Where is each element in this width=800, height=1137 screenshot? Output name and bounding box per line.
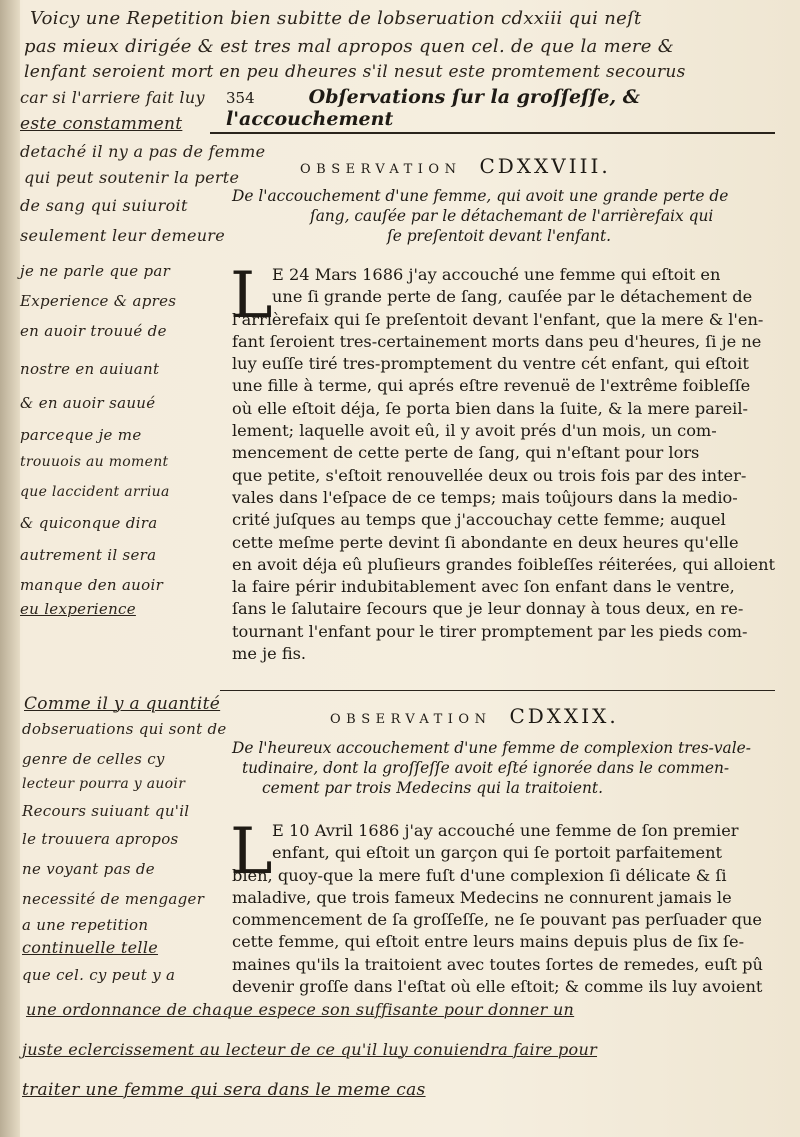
handwritten-margin-line: nostre en auiuant: [20, 360, 160, 378]
running-head-title: Obſervations ſur la groſſeſſe, & l'accouchement: [226, 86, 640, 130]
body-line: devenir groſſe dans l'eſtat où elle eſtoit; & comme ils luy avoient: [232, 977, 763, 997]
body-line: l'arrièrefaix qui ſe preſentoit devant l'enfant, que la mere & l'en-: [232, 309, 764, 329]
handwritten-note-line: pas mieux dirigée & est tres mal apropos quen cel. de que la mere &: [24, 36, 675, 57]
body-line: que petite, s'eſtoit renouvellée deux ou trois fois par des inter-: [232, 465, 747, 485]
observation-word: OBSERVATION: [300, 162, 462, 177]
summary-line: ſang, cauſée par le détachemant de l'arrièrefaix qui: [310, 207, 714, 225]
body-line: la faire périr indubitablement avec ſon enfant dans le ventre,: [232, 577, 735, 597]
handwritten-margin-line: qui peut soutenir la perte: [24, 168, 240, 187]
body-line: cette femme, qui eſtoit entre leurs mains depuis plus de ſix ſe-: [232, 932, 745, 952]
handwritten-margin-line: necessité de mengager: [22, 890, 205, 908]
body-line: E 10 Avril 1686 j'ay accouché une femme de ſon premier: [272, 821, 739, 840]
handwritten-margin-line: genre de celles cy: [22, 750, 165, 768]
body-line: tournant l'enfant pour le tirer promptement par les pieds com-: [232, 621, 748, 641]
handwritten-margin-line: Comme il y a quantité: [24, 694, 221, 714]
drop-cap: L: [230, 259, 273, 333]
handwritten-margin-line: que cel. cy peut y a: [22, 966, 176, 984]
handwritten-note-line: lenfant seroient mort en peu dheures s'il nesut este promtement secourus: [24, 62, 686, 82]
observation-word: OBSERVATION: [330, 712, 492, 727]
handwritten-note-line: este constamment: [20, 114, 183, 134]
body-line: luy euſſe tiré tres-promptement du ventre cét enfant, qui eſtoit: [232, 354, 749, 374]
body-line: en avoit déja eû pluſieurs grandes foibleſſes réiterées, qui alloient: [232, 554, 776, 574]
body-line: commencement de ſa groſſeſſe, ne ſe pouvant pas perſuader que: [232, 910, 762, 930]
observation-heading: [330, 704, 619, 728]
handwritten-margin-line: trouuois au moment: [20, 454, 169, 470]
running-head: [226, 86, 800, 130]
observation-summary: [232, 186, 777, 246]
observation-number: CDXXVIII.: [479, 154, 611, 178]
handwritten-note-line: juste eclercissement au lecteur de ce qu'il luy conuiendra faire pour: [22, 1040, 598, 1059]
observation-body: [230, 815, 778, 998]
summary-line: cement par trois Medecins qui la traitoient.: [262, 779, 603, 797]
handwritten-note-line: Voicy une Repetition bien subitte de lobseruation cdxxiii qui neſt: [30, 8, 642, 29]
body-line: une fille à terme, qui aprés eſtre revenuë de l'extrême foibleſſe: [232, 376, 751, 396]
handwritten-margin-line: dobseruations qui sont de: [22, 720, 227, 738]
body-line: bien, quoy-que la mere fuſt d'une complexion ſi délicate & ſi: [232, 865, 727, 885]
handwritten-margin-line: Recours suiuant qu'il: [22, 802, 190, 820]
handwritten-margin-line: je ne parle que par: [20, 262, 171, 280]
summary-line: ſe preſentoit devant l'enfant.: [387, 227, 612, 245]
handwritten-margin-line: detaché il ny a pas de femme: [20, 142, 266, 161]
handwritten-margin-line: en auoir trouué de: [20, 322, 167, 340]
body-line: maines qu'ils la traitoient avec toutes ſortes de remedes, euſt pû: [232, 954, 763, 974]
handwritten-margin-line: le trouuera apropos: [22, 830, 179, 848]
handwritten-margin-line: seulement leur demeure: [20, 226, 226, 245]
observation-number: CDXXIX.: [509, 704, 619, 728]
handwritten-margin-line: que laccident arriua: [20, 484, 170, 500]
section-rule: [220, 690, 775, 691]
body-line: vales dans l'eſpace de ce temps; mais toûjours dans la medio-: [232, 487, 738, 507]
handwritten-margin-line: manque den auoir: [20, 576, 164, 594]
summary-line: tudinaire, dont la groſſeſſe avoit eſté ignorée dans le commen-: [242, 759, 730, 777]
summary-line: De l'heureux accouchement d'une femme de complexion tres-vale-: [232, 739, 751, 757]
body-line: me je fis.: [232, 644, 307, 664]
body-line: enfant, qui eſtoit un garçon qui ſe portoit parfaitement: [272, 843, 723, 863]
page-number: 354: [226, 89, 255, 107]
observation-heading: [300, 154, 611, 178]
handwritten-margin-line: ne voyant pas de: [22, 860, 155, 878]
body-line: fant ſeroient tres-certainement morts dans peu d'heures, ſi je ne: [232, 331, 762, 351]
body-line: où elle eſtoit déja, ſe porta bien dans la ſuite, & la mere pareil-: [232, 398, 748, 418]
drop-cap: L: [230, 815, 273, 889]
handwritten-note-line: une ordonnance de chaque espece son suffisante pour donner un: [26, 1000, 575, 1019]
summary-line: De l'accouchement d'une femme, qui avoit une grande perte de: [232, 187, 729, 205]
body-line: cette meſme perte devint ſi abondante en deux heures qu'elle: [232, 532, 739, 552]
observation-body: [230, 259, 778, 665]
handwritten-margin-line: Experience & apres: [20, 292, 177, 310]
body-line: lement; laquelle avoit eû, il y avoit prés d'un mois, un com-: [232, 421, 717, 441]
body-line: une ſi grande perte de ſang, cauſée par le détachement de: [272, 287, 753, 307]
handwritten-margin-line: autrement il sera: [20, 546, 157, 564]
handwritten-margin-line: a une repetition: [22, 916, 149, 934]
handwritten-note-line: traiter une femme qui sera dans le meme cas: [22, 1080, 426, 1100]
handwritten-margin-line: & quiconque dira: [20, 514, 158, 532]
handwritten-margin-line: lecteur pourra y auoir: [22, 776, 186, 792]
handwritten-margin-line: parceque je me: [20, 426, 142, 444]
handwritten-margin-line: continuelle telle: [22, 938, 159, 957]
page-gutter: [0, 0, 20, 1137]
observation-summary: [232, 738, 777, 798]
handwritten-margin-line: & en auoir sauué: [20, 394, 156, 412]
body-line: E 24 Mars 1686 j'ay accouché une femme qui eſtoit en: [272, 265, 721, 284]
body-line: crité juſques au temps que j'accouchay cette femme; auquel: [232, 510, 726, 530]
handwritten-margin-line: eu lexperience: [20, 600, 136, 618]
header-rule: [210, 132, 775, 134]
body-line: ſans le ſalutaire ſecours que je leur donnay à tous deux, en re-: [232, 599, 744, 619]
handwritten-note-line: car si l'arriere fait luy: [20, 88, 205, 107]
body-line: maladive, que trois fameux Medecins ne connurent jamais le: [232, 887, 732, 907]
body-line: mencement de cette perte de ſang, qui n'eſtant pour lors: [232, 443, 700, 463]
handwritten-margin-line: de sang qui suiuroit: [20, 196, 188, 215]
